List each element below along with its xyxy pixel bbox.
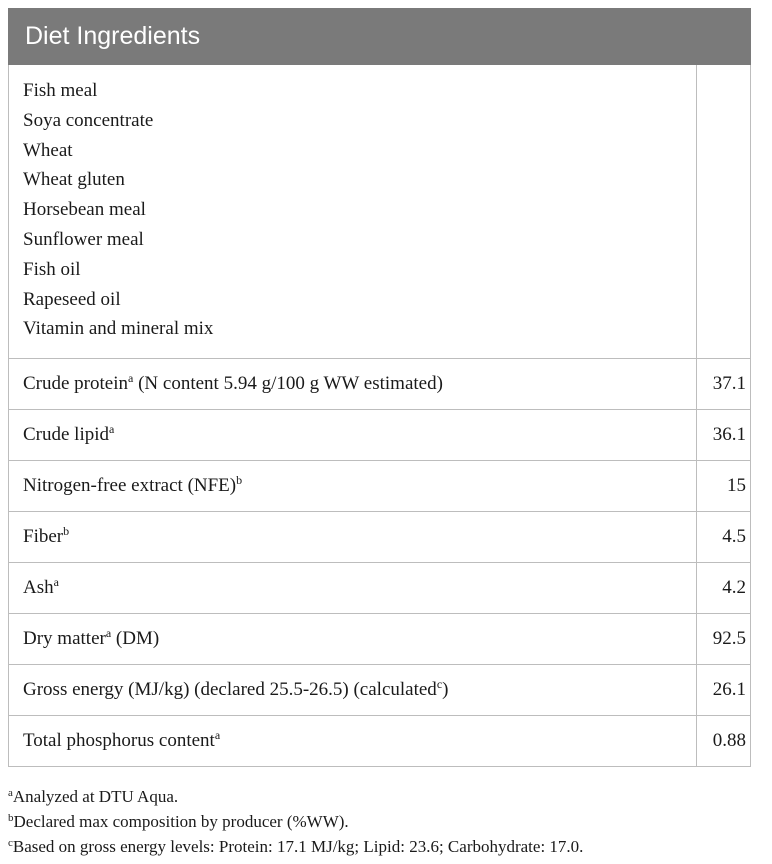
- ingredient-item: Fish oil: [23, 258, 81, 280]
- row-value: 26.1: [697, 665, 751, 716]
- header-value: [697, 9, 751, 65]
- footnote-text: Based on gross energy levels: Protein: 17.1 MJ/kg; Lipid: 23.6; Carbohydrate: 17.0.: [12, 837, 584, 856]
- row-label: Dry matter$^a$ (DM): [9, 614, 697, 665]
- ingredient-item: Soya concentrate: [23, 109, 154, 131]
- footnote-text: Analyzed at DTU Aqua.: [12, 787, 179, 806]
- ingredient-item: Fish meal: [23, 80, 98, 101]
- row-value: 36.1: [697, 410, 751, 461]
- table-row: [9, 614, 751, 665]
- footnote-mark: b: [8, 812, 14, 824]
- ingredient-item: Sunflower meal: [23, 228, 144, 250]
- row-value: 4.5: [697, 512, 751, 563]
- ingredient-item: Wheat gluten: [23, 169, 125, 191]
- footnote-marker: b: [63, 524, 70, 539]
- footnote-marker: b: [236, 473, 243, 488]
- header-label: Diet Ingredients: [9, 9, 697, 65]
- row-value: 0.88: [697, 716, 751, 767]
- table-row: [9, 410, 751, 461]
- ingredients-value-cell: [697, 65, 751, 359]
- table-header-row: [9, 9, 751, 65]
- table-row: [9, 512, 751, 563]
- table-row: [9, 665, 751, 716]
- row-value: 37.1: [697, 359, 751, 410]
- ingredient-item: Horsebean meal: [23, 199, 146, 221]
- row-label: Nitrogen-free extract (NFE)$^b$: [9, 461, 697, 512]
- row-label: Crude lipid$^a$: [9, 410, 697, 461]
- footnotes: [8, 784, 768, 859]
- ingredient-item: Wheat: [23, 139, 73, 161]
- row-label: Ash$^a$: [9, 563, 697, 614]
- row-value: 92.5: [697, 614, 751, 665]
- table-row: [9, 359, 751, 410]
- footnote-marker: a: [109, 422, 115, 437]
- diet-composition-table: [8, 8, 751, 767]
- footnote-text: Declared max composition by producer (%WW).: [13, 812, 349, 831]
- row-label: Total phosphorus content$^a$: [9, 716, 697, 767]
- table-row: [9, 461, 751, 512]
- footnote-marker: c: [436, 677, 443, 692]
- footnote: [8, 834, 768, 859]
- ingredients-row: [9, 65, 751, 359]
- row-label: Fiber$^b$: [9, 512, 697, 563]
- footnote: [8, 809, 768, 834]
- ingredients-list: [9, 65, 697, 359]
- row-label: Crude protein$^a$ (N content 5.94 g/100 g WW estimated): [9, 359, 697, 410]
- table-row: [9, 716, 751, 767]
- ingredient-item: Vitamin and mineral mix: [23, 318, 214, 340]
- footnote-marker: a: [128, 371, 134, 386]
- row-value: 15: [697, 461, 751, 512]
- footnote: [8, 784, 768, 809]
- row-value: 4.2: [697, 563, 751, 614]
- table-row: [9, 563, 751, 614]
- footnote-mark: c: [8, 837, 13, 849]
- footnote-marker: a: [105, 626, 112, 641]
- diet-table-container: [8, 8, 750, 767]
- footnote-marker: a: [214, 728, 221, 743]
- footnote-mark: a: [8, 787, 13, 799]
- row-label: Gross energy (MJ/kg) (declared 25.5-26.5) (calculated$^c$): [9, 665, 697, 716]
- ingredient-item: Rapeseed oil: [23, 288, 121, 310]
- footnote-marker: a: [53, 575, 59, 590]
